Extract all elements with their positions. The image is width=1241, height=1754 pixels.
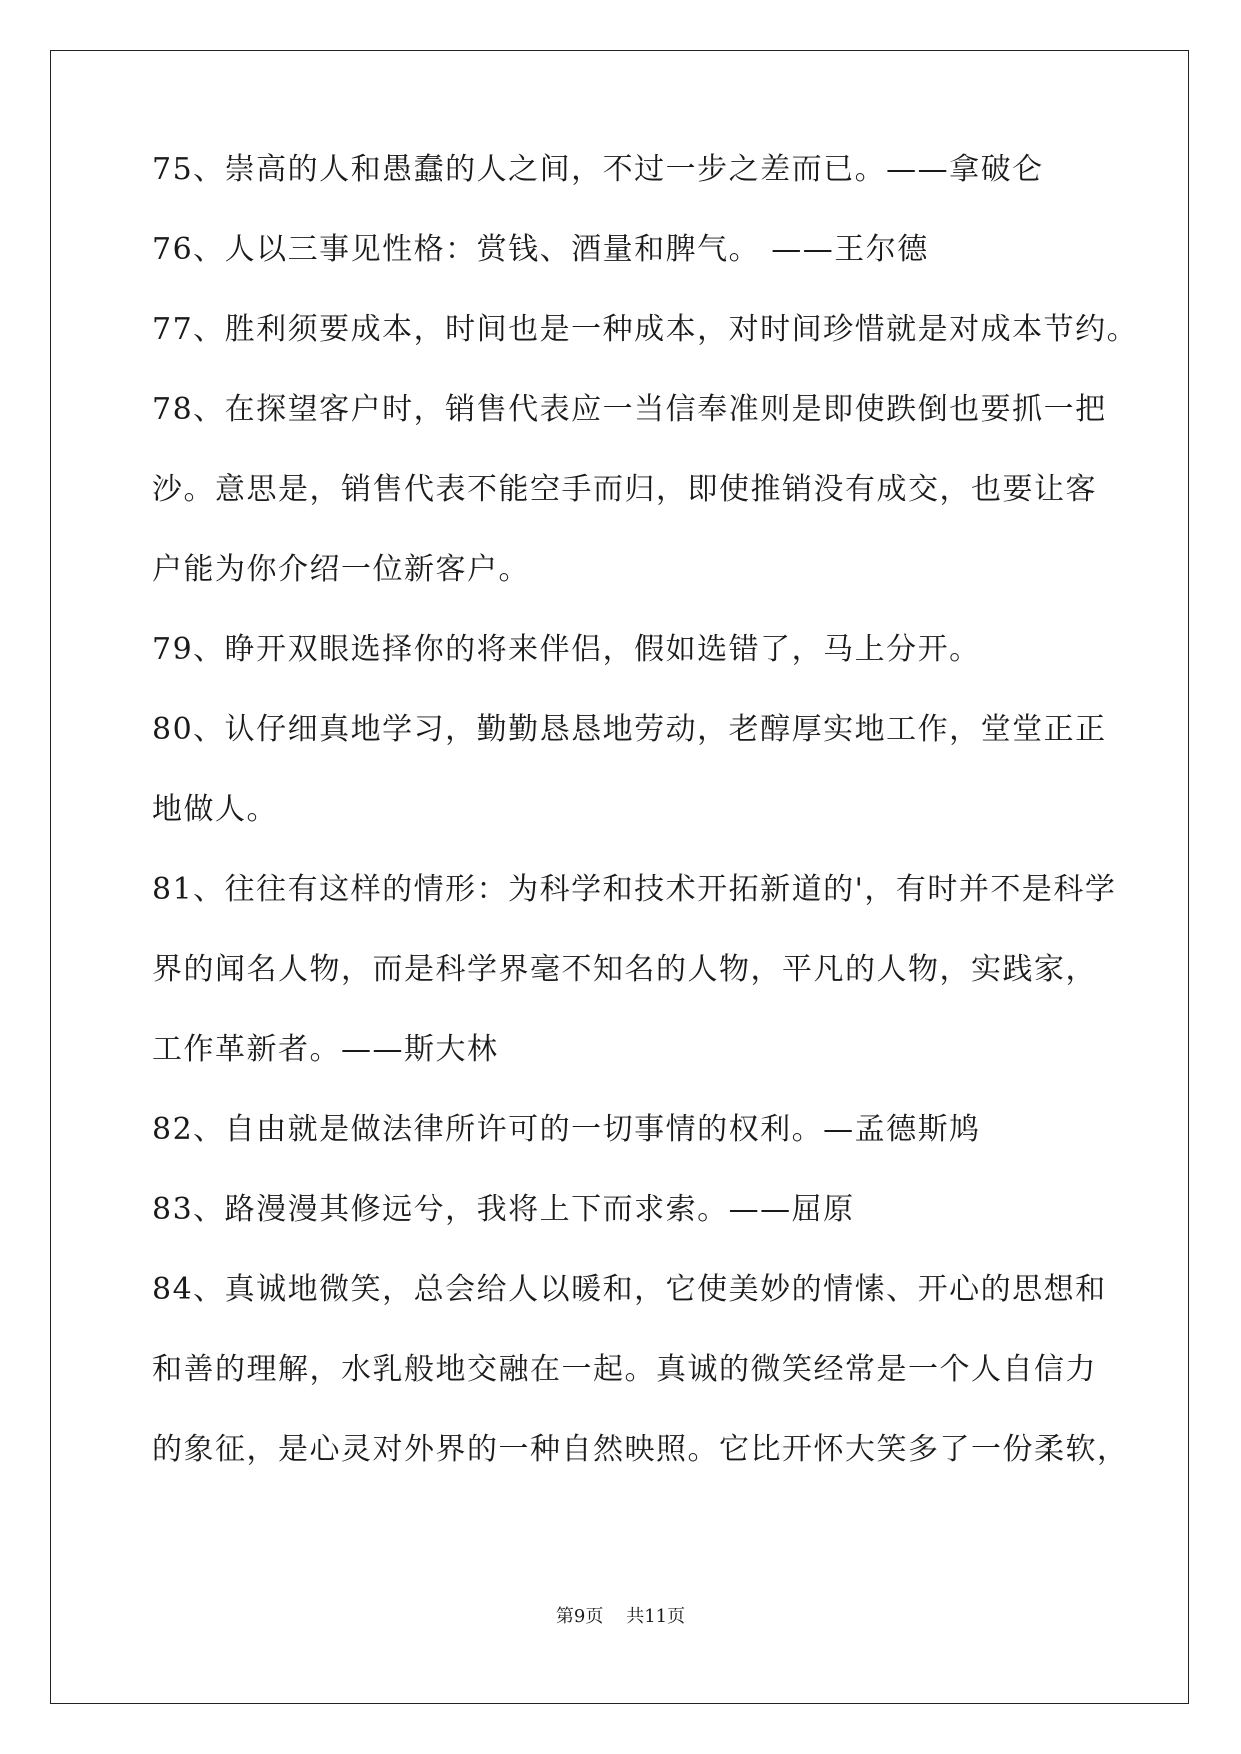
text-line: 76、人以三事见性格：赏钱、酒量和脾气。 ——王尔德 bbox=[152, 232, 929, 267]
total-pages-number: 11 bbox=[644, 1606, 668, 1627]
text-line: 81、往往有这样的情形：为科学和技术开拓新道的'，有时并不是科学 bbox=[152, 872, 1117, 907]
page-footer bbox=[0, 1602, 1241, 1628]
text-line: 77、胜利须要成本，时间也是一种成本，对时间珍惜就是对成本节约。 bbox=[152, 312, 1139, 347]
text-line: 83、路漫漫其修远兮，我将上下而求索。——屈原 bbox=[152, 1192, 855, 1227]
text-line: 工作革新者。——斯大林 bbox=[152, 1032, 499, 1067]
current-page-number: 9 bbox=[573, 1606, 586, 1627]
text-line: 地做人。 bbox=[152, 792, 278, 827]
text-line: 79、睁开双眼选择你的将来伴侣，假如选错了，马上分开。 bbox=[152, 632, 981, 667]
current-page-suffix: 页 bbox=[585, 1606, 604, 1627]
text-line: 78、在探望客户时，销售代表应一当信奉准则是即使跌倒也要抓一把 bbox=[152, 392, 1107, 427]
text-line: 80、认仔细真地学习，勤勤恳恳地劳动，老醇厚实地工作，堂堂正正 bbox=[152, 712, 1107, 747]
text-line: 84、真诚地微笑，总会给人以暖和，它使美妙的情愫、开心的思想和 bbox=[152, 1272, 1107, 1307]
total-pages-suffix: 页 bbox=[667, 1606, 686, 1627]
text-line: 沙。意思是，销售代表不能空手而归，即使推销没有成交，也要让客 bbox=[152, 472, 1097, 507]
text-line: 界的闻名人物，而是科学界毫不知名的人物，平凡的人物，实践家， bbox=[152, 952, 1097, 987]
text-line: 的象征，是心灵对外界的一种自然映照。它比开怀大笑多了一份柔软， bbox=[152, 1432, 1129, 1467]
current-page-prefix: 第 bbox=[555, 1606, 574, 1627]
text-line: 82、自由就是做法律所许可的一切事情的权利。—孟德斯鸠 bbox=[152, 1112, 981, 1147]
total-pages-prefix: 共 bbox=[626, 1606, 645, 1627]
text-line: 户能为你介绍一位新客户。 bbox=[152, 552, 530, 587]
page-body bbox=[152, 150, 1139, 1510]
text-line: 和善的理解，水乳般地交融在一起。真诚的微笑经常是一个人自信力 bbox=[152, 1352, 1097, 1387]
text-line: 75、崇高的人和愚蠢的人之间，不过一步之差而已。——拿破仑 bbox=[152, 152, 1044, 187]
